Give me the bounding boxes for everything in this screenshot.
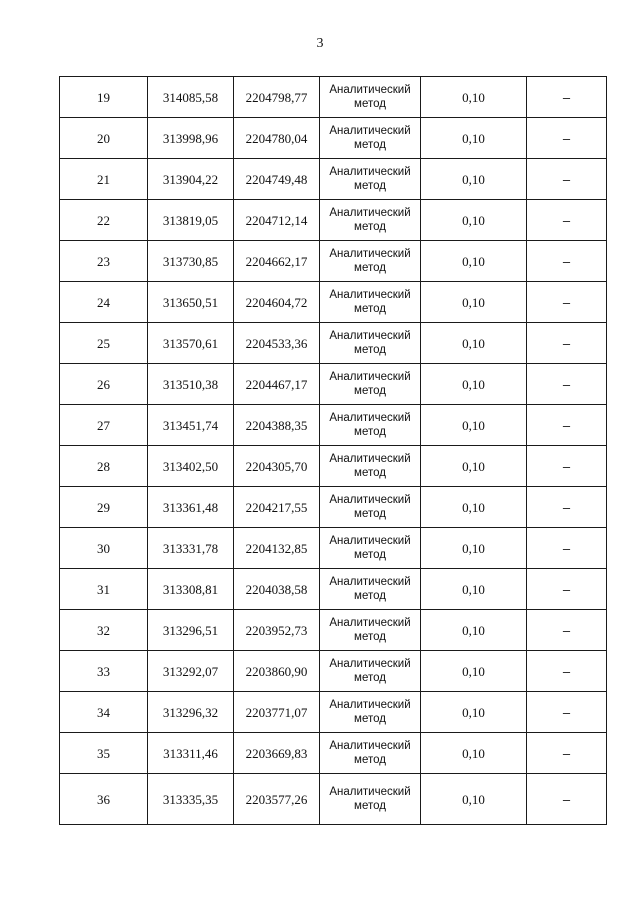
y-coordinate-cell: 2203860,90 (234, 651, 320, 692)
method-cell: Аналитический метод (320, 323, 421, 364)
accuracy-cell: 0,10 (421, 569, 527, 610)
note-cell: – (527, 733, 607, 774)
method-cell: Аналитический метод (320, 774, 421, 825)
method-cell: Аналитический метод (320, 692, 421, 733)
point-number-cell: 23 (60, 241, 148, 282)
y-coordinate-cell: 2203952,73 (234, 610, 320, 651)
table-row (60, 241, 607, 282)
x-coordinate-cell: 313311,46 (148, 733, 234, 774)
note-cell: – (527, 323, 607, 364)
x-coordinate-cell: 313308,81 (148, 569, 234, 610)
y-coordinate-cell: 2204780,04 (234, 118, 320, 159)
page-number: 3 (316, 36, 324, 51)
table-row (60, 610, 607, 651)
accuracy-cell: 0,10 (421, 282, 527, 323)
accuracy-cell: 0,10 (421, 692, 527, 733)
note-cell: – (527, 118, 607, 159)
y-coordinate-cell: 2204798,77 (234, 77, 320, 118)
accuracy-cell: 0,10 (421, 651, 527, 692)
method-cell: Аналитический метод (320, 610, 421, 651)
note-cell: – (527, 241, 607, 282)
accuracy-cell: 0,10 (421, 159, 527, 200)
accuracy-cell: 0,10 (421, 487, 527, 528)
point-number-cell: 27 (60, 405, 148, 446)
y-coordinate-cell: 2204132,85 (234, 528, 320, 569)
y-coordinate-cell: 2204388,35 (234, 405, 320, 446)
point-number-cell: 29 (60, 487, 148, 528)
table-row (60, 159, 607, 200)
method-cell: Аналитический метод (320, 200, 421, 241)
accuracy-cell: 0,10 (421, 77, 527, 118)
accuracy-cell: 0,10 (421, 733, 527, 774)
point-number-cell: 36 (60, 774, 148, 825)
table-row (60, 323, 607, 364)
y-coordinate-cell: 2204712,14 (234, 200, 320, 241)
method-cell: Аналитический метод (320, 364, 421, 405)
point-number-cell: 32 (60, 610, 148, 651)
method-cell: Аналитический метод (320, 405, 421, 446)
accuracy-cell: 0,10 (421, 610, 527, 651)
point-number-cell: 24 (60, 282, 148, 323)
point-number-cell: 25 (60, 323, 148, 364)
coordinates-table-body (60, 77, 607, 825)
x-coordinate-cell: 313570,61 (148, 323, 234, 364)
coordinates-table (59, 76, 607, 825)
note-cell: – (527, 405, 607, 446)
y-coordinate-cell: 2203577,26 (234, 774, 320, 825)
table-row (60, 528, 607, 569)
table-row (60, 692, 607, 733)
accuracy-cell: 0,10 (421, 200, 527, 241)
method-cell: Аналитический метод (320, 446, 421, 487)
y-coordinate-cell: 2204038,58 (234, 569, 320, 610)
method-cell: Аналитический метод (320, 569, 421, 610)
accuracy-cell: 0,10 (421, 323, 527, 364)
note-cell: – (527, 282, 607, 323)
x-coordinate-cell: 313510,38 (148, 364, 234, 405)
x-coordinate-cell: 314085,58 (148, 77, 234, 118)
table-row (60, 364, 607, 405)
point-number-cell: 33 (60, 651, 148, 692)
note-cell: – (527, 364, 607, 405)
y-coordinate-cell: 2204467,17 (234, 364, 320, 405)
table-row (60, 118, 607, 159)
point-number-cell: 22 (60, 200, 148, 241)
x-coordinate-cell: 313296,32 (148, 692, 234, 733)
note-cell: – (527, 692, 607, 733)
accuracy-cell: 0,10 (421, 446, 527, 487)
x-coordinate-cell: 313402,50 (148, 446, 234, 487)
x-coordinate-cell: 313451,74 (148, 405, 234, 446)
accuracy-cell: 0,10 (421, 405, 527, 446)
x-coordinate-cell: 313296,51 (148, 610, 234, 651)
point-number-cell: 31 (60, 569, 148, 610)
accuracy-cell: 0,10 (421, 241, 527, 282)
point-number-cell: 28 (60, 446, 148, 487)
table-row (60, 733, 607, 774)
note-cell: – (527, 528, 607, 569)
table-row (60, 651, 607, 692)
table-row (60, 405, 607, 446)
x-coordinate-cell: 313335,35 (148, 774, 234, 825)
y-coordinate-cell: 2203771,07 (234, 692, 320, 733)
x-coordinate-cell: 313730,85 (148, 241, 234, 282)
table-row (60, 77, 607, 118)
method-cell: Аналитический метод (320, 77, 421, 118)
x-coordinate-cell: 313361,48 (148, 487, 234, 528)
table-row (60, 487, 607, 528)
y-coordinate-cell: 2204305,70 (234, 446, 320, 487)
y-coordinate-cell: 2204217,55 (234, 487, 320, 528)
x-coordinate-cell: 313331,78 (148, 528, 234, 569)
note-cell: – (527, 569, 607, 610)
point-number-cell: 26 (60, 364, 148, 405)
note-cell: – (527, 774, 607, 825)
point-number-cell: 19 (60, 77, 148, 118)
accuracy-cell: 0,10 (421, 364, 527, 405)
method-cell: Аналитический метод (320, 118, 421, 159)
table-row (60, 569, 607, 610)
table-row (60, 446, 607, 487)
point-number-cell: 30 (60, 528, 148, 569)
point-number-cell: 35 (60, 733, 148, 774)
table-row (60, 282, 607, 323)
y-coordinate-cell: 2204604,72 (234, 282, 320, 323)
x-coordinate-cell: 313904,22 (148, 159, 234, 200)
method-cell: Аналитический метод (320, 159, 421, 200)
note-cell: – (527, 610, 607, 651)
point-number-cell: 20 (60, 118, 148, 159)
note-cell: – (527, 487, 607, 528)
method-cell: Аналитический метод (320, 651, 421, 692)
method-cell: Аналитический метод (320, 487, 421, 528)
y-coordinate-cell: 2204749,48 (234, 159, 320, 200)
accuracy-cell: 0,10 (421, 528, 527, 569)
table-row (60, 200, 607, 241)
x-coordinate-cell: 313819,05 (148, 200, 234, 241)
method-cell: Аналитический метод (320, 282, 421, 323)
x-coordinate-cell: 313292,07 (148, 651, 234, 692)
note-cell: – (527, 651, 607, 692)
note-cell: – (527, 77, 607, 118)
method-cell: Аналитический метод (320, 528, 421, 569)
y-coordinate-cell: 2204533,36 (234, 323, 320, 364)
y-coordinate-cell: 2203669,83 (234, 733, 320, 774)
note-cell: – (527, 200, 607, 241)
note-cell: – (527, 159, 607, 200)
x-coordinate-cell: 313998,96 (148, 118, 234, 159)
accuracy-cell: 0,10 (421, 118, 527, 159)
method-cell: Аналитический метод (320, 241, 421, 282)
accuracy-cell: 0,10 (421, 774, 527, 825)
y-coordinate-cell: 2204662,17 (234, 241, 320, 282)
x-coordinate-cell: 313650,51 (148, 282, 234, 323)
point-number-cell: 21 (60, 159, 148, 200)
table-row (60, 774, 607, 825)
method-cell: Аналитический метод (320, 733, 421, 774)
point-number-cell: 34 (60, 692, 148, 733)
note-cell: – (527, 446, 607, 487)
